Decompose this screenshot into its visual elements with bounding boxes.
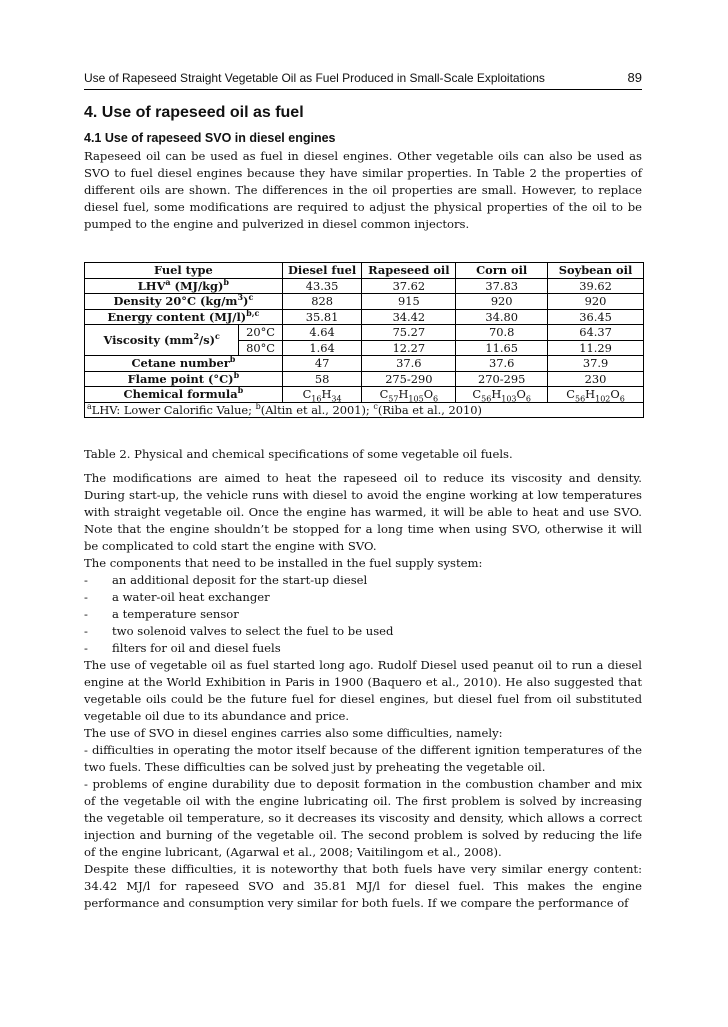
table-cell: 828 [282, 294, 362, 310]
table-cell: 275-290 [362, 371, 456, 387]
table-cell: 43.35 [282, 278, 362, 294]
formula-soybean: $C_{56}H_{102}O_6$ [548, 387, 644, 403]
table-header-row [85, 263, 644, 279]
table-cell: 270-295 [456, 371, 548, 387]
table-row [85, 294, 644, 310]
paragraph-difficulty-operation: - difficulties in operating the motor itself because of the different ignition temperatures of the two fuels. These difficulties can be solved just by preheating the vegetable oil. [84, 743, 642, 774]
table-cell: 64.37 [548, 325, 644, 341]
row-label-cetane: Cetane number$^b$ [85, 356, 283, 372]
table-cell: 11.65 [456, 340, 548, 356]
paragraph-modifications: The modifications are aimed to heat the rapeseed oil to reduce its viscosity and density. During start-up, the vehicle runs with diesel to avoid the engine working at low temperatures with straight vegetable oil. Once the engine has warmed, it will be able to heat and use SVO. Note that the engine shouldn’t be stopped for a long time when using SVO, otherwise it will be complicated to cold start the engine with SVO. [84, 471, 642, 553]
subsection-title: 4.1 Use of rapeseed SVO in diesel engines [84, 131, 336, 145]
col-header-diesel: Diesel fuel [282, 263, 362, 279]
table-footnote: $^a$LHV: Lower Calorific Value; $^b$(Altin et al., 2001); $^c$(Riba et al., 2010) [85, 402, 644, 418]
temp-cell: 80°C [239, 340, 282, 356]
table-footnote-row [85, 402, 644, 418]
intro-paragraph: Rapeseed oil can be used as fuel in diesel engines. Other vegetable oils can also be used as SVO to fuel diesel engines because they have similar properties. In Table 2 the properties of different oils are shown. The differences in the oil properties are small. However, to replace diesel fuel, some modifications are required to adjust the physical properties of the oil to be pumped to the engine and pulverized in diesel common injectors. [84, 149, 642, 231]
table-cell: 37.9 [548, 356, 644, 372]
formula-corn: $C_{56}H_{103}O_6$ [456, 387, 548, 403]
table-cell: 37.6 [362, 356, 456, 372]
table-cell: 4.64 [282, 325, 362, 341]
table-cell: 12.27 [362, 340, 456, 356]
table-cell: 58 [282, 371, 362, 387]
table-cell: 37.6 [456, 356, 548, 372]
table-cell: 37.62 [362, 278, 456, 294]
list-item: - a temperature sensor [84, 607, 239, 621]
table-cell: 230 [548, 371, 644, 387]
running-title: Use of Rapeseed Straight Vegetable Oil as Fuel Produced in Small-Scale Exploitations [84, 71, 545, 85]
table-caption: Table 2. Physical and chemical specifications of some vegetable oil fuels. [84, 447, 513, 461]
row-label-lhv: LHV$^a$ $(MJ/kg)^b$ [85, 278, 283, 294]
table-cell: 39.62 [548, 278, 644, 294]
col-header-corn: Corn oil [456, 263, 548, 279]
paragraph-energy-content: Despite these difficulties, it is noteworthy that both fuels have very similar energy content: 34.42 MJ/l for rapeseed SVO and 35.81 MJ/l for diesel fuel. This makes the engine performance and consumption very similar for both fuels. If we compare the performance of [84, 862, 642, 910]
table-row [85, 325, 644, 341]
header-rule [84, 89, 642, 90]
table-row [85, 371, 644, 387]
table-cell: 920 [548, 294, 644, 310]
table-cell: 11.29 [548, 340, 644, 356]
table-cell: 70.8 [456, 325, 548, 341]
list-item: - a water-oil heat exchanger [84, 590, 270, 604]
paragraph-history: The use of vegetable oil as fuel started long ago. Rudolf Diesel used peanut oil to run a diesel engine at the World Exhibition in Paris in 1900 (Baquero et al., 2010). He also suggested that vegetable oils could be the future fuel for diesel engines, but diesel fuel from oil substituted vegetable oil due to its abundance and price. [84, 658, 642, 723]
formula-rapeseed: $C_{57}H_{105}O_6$ [362, 387, 456, 403]
body-text [84, 470, 642, 912]
row-label-formula: Chemical formula$^b$ [85, 387, 283, 403]
formula-diesel: $C_{16}H_{34}$ [282, 387, 362, 403]
paragraph-difficulty-durability: - problems of engine durability due to deposit formation in the combustion chamber and mix of the vegetable oil with the engine lubricating oil. The first problem is solved by increasing the vegetable oil temperature, so it decreases its viscosity and density, which allows a correct injection and burning of the vegetable oil. The second problem is solved by reducing the life of the engine lubricant, (Agarwal et al., 2008; Vaitilingom et al., 2008). [84, 777, 642, 859]
paragraph-difficulties-intro: The use of SVO in diesel engines carries also some difficulties, namely: [84, 726, 503, 740]
fuel-specs-table [84, 262, 644, 418]
running-header [84, 71, 642, 85]
table-cell: 36.45 [548, 309, 644, 325]
list-item: - two solenoid valves to select the fuel to be used [84, 624, 394, 638]
col-header-rapeseed: Rapeseed oil [362, 263, 456, 279]
table-cell: 35.81 [282, 309, 362, 325]
table-row [85, 309, 644, 325]
table-row [85, 356, 644, 372]
row-label-flash: Flame point $(^\circ C)^b$ [85, 371, 283, 387]
table-cell: 34.80 [456, 309, 548, 325]
section-title: 4. Use of rapeseed oil as fuel [84, 104, 304, 121]
table-cell: 34.42 [362, 309, 456, 325]
table-cell: 47 [282, 356, 362, 372]
table-row [85, 278, 644, 294]
table-cell: 37.83 [456, 278, 548, 294]
row-label-energy: Energy content $(MJ/l)^{b,c}$ [85, 309, 283, 325]
table-cell: 75.27 [362, 325, 456, 341]
row-label-viscosity: Viscosity $(mm^2/s)^c$ [85, 325, 239, 356]
page-number: 89 [627, 70, 642, 85]
list-item: - filters for oil and diesel fuels [84, 641, 281, 655]
list-item: - an additional deposit for the start-up diesel [84, 573, 368, 587]
row-label-density: Density 20°C $(kg/m^3)^c$ [85, 294, 283, 310]
table-cell: 920 [456, 294, 548, 310]
temp-cell: 20°C [239, 325, 282, 341]
col-header-soybean: Soybean oil [548, 263, 644, 279]
table-cell: 915 [362, 294, 456, 310]
col-header-fuel-type: Fuel type [85, 263, 283, 279]
table-cell: 1.64 [282, 340, 362, 356]
table-row [85, 387, 644, 403]
components-intro: The components that need to be installed in the fuel supply system: [84, 556, 483, 570]
